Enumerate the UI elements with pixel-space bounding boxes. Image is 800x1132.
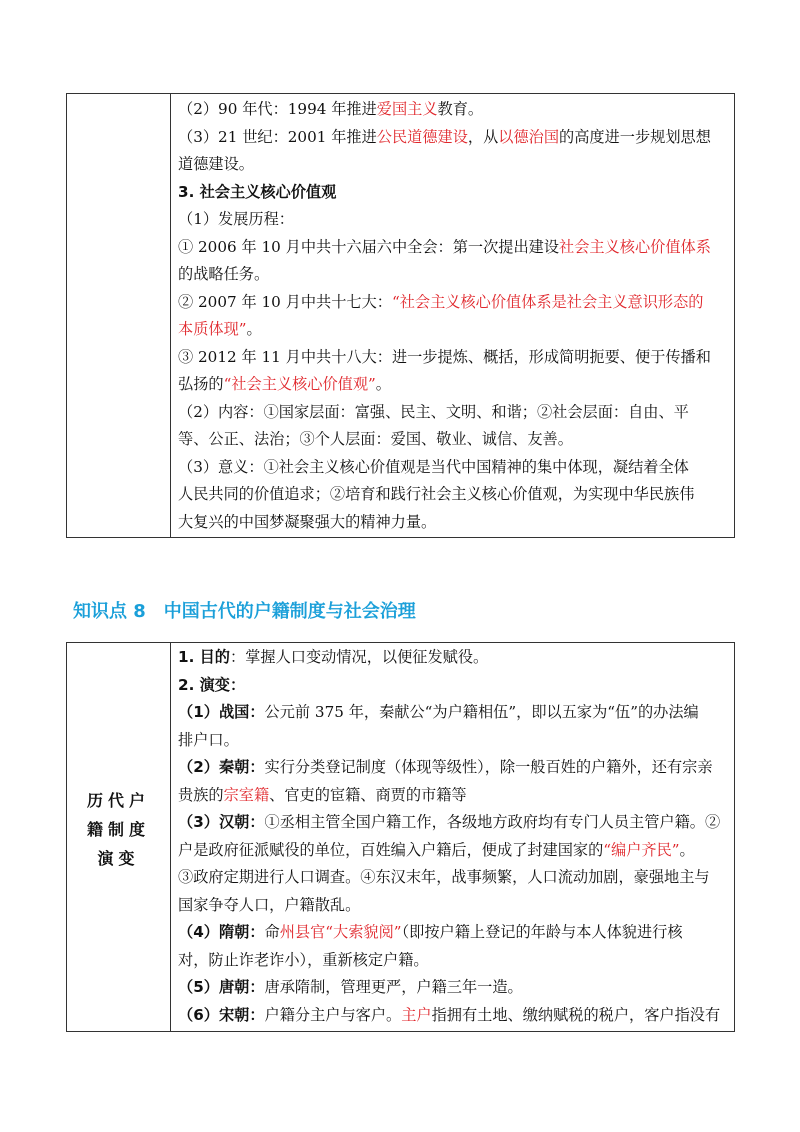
text-line xyxy=(178,754,728,782)
text-segment: ③ 2012 年 11 月中共十八大：进一步提炼、概括，形成简明扼要、便于传播和 xyxy=(178,347,711,366)
text-line xyxy=(178,974,728,1002)
emphasis-text: 以德治国 xyxy=(498,127,560,146)
bold-text: （6）宋朝： xyxy=(178,1005,265,1024)
text-line xyxy=(178,289,728,317)
text-segment: ：掌握人口变动情况，以便征发赋役。 xyxy=(230,648,489,666)
text-segment: 的高度进一步规划思想 xyxy=(559,127,711,146)
text-line xyxy=(178,234,728,262)
text-segment: 公元前 375 年，秦献公“为户籍相伍”，即以五家为“伍”的办法编 xyxy=(264,703,699,721)
text-segment: （1）发展历程： xyxy=(178,210,294,228)
text-segment: 实行分类登记制度（体现等级性），除一般百姓的户籍外，还有宗亲 xyxy=(264,758,713,776)
text-line xyxy=(178,261,728,289)
text-segment: 的战略任务。 xyxy=(178,265,270,283)
text-segment: 贵族的 xyxy=(178,785,224,804)
text-line xyxy=(178,892,728,920)
text-segment: 对，防止诈老诈小），重新核定户籍。 xyxy=(178,950,429,969)
text-segment: 等、公正、法治；③个人层面：爱国、敬业、诚信、友善。 xyxy=(178,430,573,448)
text-segment: 户是政府征派赋役的单位，百姓编入户籍后，便成了封建国家的 xyxy=(178,840,604,859)
bold-text: 3. 社会主义核心价值观 xyxy=(178,182,337,201)
text-segment: 。 xyxy=(246,320,262,338)
text-segment: 弘扬的 xyxy=(178,375,224,393)
text-line xyxy=(178,864,728,892)
text-line xyxy=(178,151,728,179)
text-line xyxy=(178,96,728,124)
text-line xyxy=(178,809,728,837)
text-line xyxy=(178,837,728,865)
text-segment: 教育。 xyxy=(437,100,484,118)
text-segment: 、官吏的宦籍、商贾的市籍等 xyxy=(269,785,467,804)
table-label-cell xyxy=(67,94,171,537)
text-segment: 道德建设。 xyxy=(178,155,254,173)
emphasis-text: 公民道德建设 xyxy=(376,127,468,146)
bold-text: （3）汉朝： xyxy=(178,813,265,831)
emphasis-text: 本质体现” xyxy=(178,320,247,338)
text-segment: 大复兴的中国梦凝聚强大的精神力量。 xyxy=(178,512,437,531)
text-line xyxy=(178,316,728,344)
text-line xyxy=(178,206,728,234)
emphasis-text: “编户齐民” xyxy=(603,840,680,859)
text-segment: ①丞相主管全国户籍工作，各级地方政府均有专门人员主管户籍。② xyxy=(264,813,721,831)
emphasis-text: 州县官“大索貌阅” xyxy=(279,923,402,941)
bold-text: 1. 目的 xyxy=(178,648,230,666)
text-segment: ③政府定期进行人口调查。④东汉末年，战事频繁，人口流动加剧，豪强地主与 xyxy=(178,868,710,886)
text-segment: 户籍分主户与客户。 xyxy=(264,1005,402,1024)
text-segment: 命 xyxy=(264,923,280,941)
row-label-line: 历代户 xyxy=(86,791,150,810)
emphasis-text: “社会主义核心价值体系是社会主义意识形态的 xyxy=(391,292,704,311)
text-line xyxy=(178,644,728,672)
text-segment: ，从 xyxy=(467,127,499,146)
row-label-line: 籍制度 xyxy=(86,820,150,839)
emphasis-text: “社会主义核心价值观” xyxy=(223,375,376,393)
emphasis-text: 主户 xyxy=(401,1005,432,1024)
bold-text: （5）唐朝： xyxy=(178,978,265,996)
text-segment: 国家争夺人口，户籍散乱。 xyxy=(178,895,361,914)
row-label-line: 演变 xyxy=(97,849,140,868)
text-segment: （2）内容：①国家层面：富强、民主、文明、和谐；②社会层面：自由、平 xyxy=(178,402,689,421)
text-segment: （2）90 年代：1994 年推进 xyxy=(178,100,377,118)
text-segment: 。 xyxy=(679,840,695,859)
emphasis-text: 社会主义核心价值体系 xyxy=(559,237,711,256)
table-content-cell xyxy=(171,643,734,1031)
text-segment: 唐承隋制，管理更严，户籍三年一造。 xyxy=(264,978,523,996)
text-line xyxy=(178,426,728,454)
bold-text: （2）秦朝： xyxy=(178,758,265,776)
text-segment: 。 xyxy=(375,375,391,393)
text-line xyxy=(178,727,728,755)
text-segment: ② 2007 年 10 月中共十七大： xyxy=(178,292,392,311)
section-heading: 知识点 8 中国古代的户籍制度与社会治理 xyxy=(73,601,416,622)
text-line xyxy=(178,509,728,537)
text-segment: ① 2006 年 10 月中共十六届六中全会：第一次提出建设 xyxy=(178,237,560,256)
text-line xyxy=(178,1002,728,1030)
text-segment: （即按户籍上登记的年龄与本人体貌进行核 xyxy=(401,923,683,941)
text-line xyxy=(178,919,728,947)
text-line xyxy=(178,947,728,975)
table-core-values xyxy=(66,93,735,538)
text-line xyxy=(178,371,728,399)
table-label-cell xyxy=(67,643,171,1031)
text-line xyxy=(178,782,728,810)
table-household-registration xyxy=(66,642,735,1032)
bold-text: （1）战国： xyxy=(178,703,265,721)
text-line xyxy=(178,699,728,727)
text-line xyxy=(178,454,728,482)
table-content-cell xyxy=(171,94,734,537)
bold-text: 2. 演变： xyxy=(178,675,246,694)
row-label xyxy=(67,786,170,873)
text-line xyxy=(178,179,728,207)
text-segment: （3）21 世纪：2001 年推进 xyxy=(178,127,377,146)
text-line xyxy=(178,481,728,509)
emphasis-text: 爱国主义 xyxy=(376,100,438,118)
text-segment: 人民共同的价值追求；②培育和践行社会主义核心价值观，为实现中华民族伟 xyxy=(178,485,695,503)
text-line xyxy=(178,124,728,152)
emphasis-text: 宗室籍 xyxy=(223,785,270,804)
text-segment: （3）意义：①社会主义核心价值观是当代中国精神的集中体现，凝结着全体 xyxy=(178,457,689,476)
text-segment: 指拥有土地、缴纳赋税的税户，客户指没有 xyxy=(431,1005,721,1024)
bold-text: （4）隋朝： xyxy=(178,923,265,941)
text-segment: 排户口。 xyxy=(178,730,239,749)
text-line xyxy=(178,344,728,372)
text-line xyxy=(178,672,728,700)
text-line xyxy=(178,399,728,427)
